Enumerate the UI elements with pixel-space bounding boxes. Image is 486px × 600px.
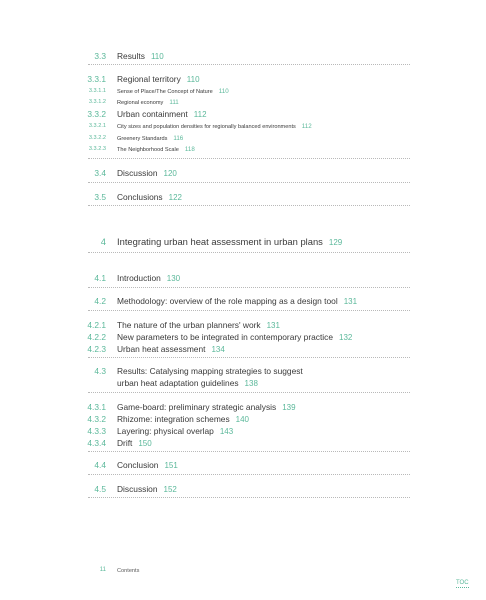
section-number: 3.5 bbox=[94, 192, 106, 202]
page-number: 140 bbox=[235, 415, 250, 424]
section-title: Rhizome: integration schemes 140 bbox=[117, 414, 250, 424]
section-number: 3.4 bbox=[94, 168, 106, 178]
section-title-line-1: Results: Catalysing mapping strategies to suggest bbox=[117, 366, 303, 376]
page-number: 143 bbox=[219, 427, 234, 436]
section-number: 4.1 bbox=[94, 273, 106, 283]
section-number: 3.3.2.2 bbox=[88, 135, 106, 141]
page-number: 122 bbox=[168, 193, 182, 202]
section-number: 4.3.4 bbox=[87, 438, 106, 448]
page-number: 110 bbox=[186, 75, 200, 84]
section-title: Conclusion 151 bbox=[117, 460, 178, 470]
section-title: Regional territory 110 bbox=[117, 74, 200, 84]
section-title: Discussion 120 bbox=[117, 168, 177, 178]
section-number: 3.3.2.3 bbox=[88, 146, 106, 152]
section-title-line-2: urban heat adaptation guidelines 138 bbox=[117, 378, 258, 388]
section-number: 3.3 bbox=[94, 51, 106, 61]
dotted-divider bbox=[88, 287, 410, 288]
dotted-divider bbox=[88, 357, 410, 358]
page-number: 152 bbox=[163, 485, 177, 494]
section-number: 4.3.1 bbox=[87, 402, 106, 412]
section-number: 3.3.1 bbox=[87, 74, 106, 84]
page-number: 118 bbox=[184, 146, 195, 153]
page-number: 150 bbox=[138, 439, 152, 448]
dotted-divider bbox=[88, 205, 410, 206]
dotted-divider bbox=[88, 474, 410, 475]
section-number: 4.2.1 bbox=[87, 320, 106, 330]
page-number: 131 bbox=[343, 297, 358, 306]
page-number: 139 bbox=[282, 403, 296, 412]
section-number: 3.3.1.1 bbox=[88, 88, 106, 94]
page-number: 151 bbox=[164, 461, 178, 470]
chapter-number: 4 bbox=[100, 236, 106, 247]
dotted-divider bbox=[88, 252, 410, 253]
section-title: Results 110 bbox=[117, 51, 164, 61]
page-number: 131 bbox=[266, 321, 280, 330]
page-number: 132 bbox=[339, 333, 353, 342]
dotted-divider bbox=[88, 451, 410, 452]
section-title: The Neighborhood Scale 118 bbox=[117, 146, 195, 153]
section-number: 3.3.2.1 bbox=[88, 123, 106, 129]
page-number: 116 bbox=[173, 135, 184, 142]
section-number: 3.3.1.2 bbox=[88, 99, 106, 105]
toc-link[interactable]: TOC bbox=[456, 580, 469, 586]
section-title: Sense of Place/The Concept of Nature 110 bbox=[117, 88, 229, 95]
dotted-divider bbox=[88, 497, 410, 498]
section-title: The nature of the urban planners' work 131 bbox=[117, 320, 280, 330]
footer-label: Contents bbox=[117, 568, 140, 574]
section-number: 4.3.2 bbox=[87, 414, 106, 424]
section-title: Regional economy 111 bbox=[117, 99, 179, 106]
section-number: 4.2.3 bbox=[87, 344, 106, 354]
page-number: 138 bbox=[244, 379, 258, 388]
section-number: 4.3 bbox=[94, 366, 106, 376]
page-number: 134 bbox=[211, 345, 225, 354]
page-number: 129 bbox=[328, 238, 343, 247]
dotted-divider bbox=[88, 158, 410, 159]
section-title: Urban containment 112 bbox=[117, 109, 207, 119]
dotted-divider bbox=[88, 64, 410, 65]
dotted-divider bbox=[88, 392, 410, 393]
section-number: 4.3.3 bbox=[87, 426, 106, 436]
section-number: 3.3.2 bbox=[87, 109, 106, 119]
page-number: 110 bbox=[150, 52, 164, 61]
dotted-divider bbox=[88, 310, 410, 311]
section-title: City sizes and population densities for regionally balanced environments 112 bbox=[117, 123, 312, 130]
section-title: Introduction 130 bbox=[117, 273, 181, 283]
section-title: New parameters to be integrated in contemporary practice 132 bbox=[117, 332, 353, 342]
section-title: Urban heat assessment 134 bbox=[117, 344, 225, 354]
page-number: 112 bbox=[193, 110, 207, 119]
page-number: 111 bbox=[169, 99, 179, 106]
page-number: 120 bbox=[163, 169, 177, 178]
chapter-title: Integrating urban heat assessment in urban plans 129 bbox=[117, 236, 343, 247]
section-title: Drift 150 bbox=[117, 438, 152, 448]
section-title: Methodology: overview of the role mapping as a design tool 131 bbox=[117, 296, 358, 306]
section-number: 4.2.2 bbox=[87, 332, 106, 342]
section-number: 4.4 bbox=[94, 460, 106, 470]
section-number: 4.5 bbox=[94, 484, 106, 494]
section-title: Conclusions 122 bbox=[117, 192, 182, 202]
section-title: Game-board: preliminary strategic analysis 139 bbox=[117, 402, 296, 412]
page-number: 112 bbox=[301, 123, 312, 130]
section-title: Discussion 152 bbox=[117, 484, 177, 494]
section-title: Greenery Standards 116 bbox=[117, 135, 184, 142]
section-title: Layering: physical overlap 143 bbox=[117, 426, 234, 436]
dotted-divider bbox=[88, 182, 410, 183]
footer-page-number: 11 bbox=[99, 567, 106, 573]
section-number: 4.2 bbox=[94, 296, 106, 306]
page-number: 110 bbox=[218, 88, 229, 95]
page-number: 130 bbox=[166, 274, 181, 283]
